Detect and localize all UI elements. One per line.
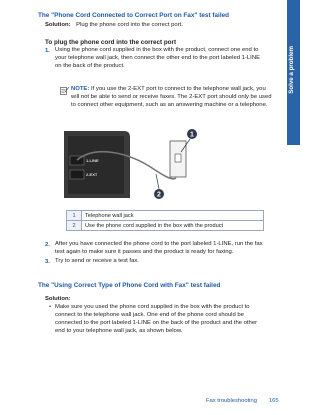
port1-label: 1-LINE xyxy=(86,158,99,163)
step3-text: Try to send or receive a test fax. xyxy=(55,258,139,264)
step1-line: Using the phone cord supplied in the box with the product, connect one end to xyxy=(55,47,259,53)
legend-row xyxy=(67,221,264,231)
step2-text xyxy=(55,241,263,257)
solution-text: Plug the phone cord into the correct port. xyxy=(76,22,183,28)
page-footer xyxy=(206,398,279,404)
note-line: will not be able to send or receive faxes. The 2-EXT port should only be used xyxy=(71,93,272,100)
note-text xyxy=(71,86,272,110)
procedure-heading: To plug the phone cord into the correct port xyxy=(45,39,177,46)
step2-line: After you have connected the phone cord to the port labeled 1-LINE, run the fax xyxy=(55,241,263,247)
solution-label: Solution: xyxy=(45,22,71,28)
step1-number: 1. xyxy=(45,48,50,54)
side-tab xyxy=(287,0,300,145)
bullet-line: end to your telephone wall jack, as shown below. xyxy=(55,327,183,334)
section1-heading: The "Phone Cord Connected to Correct Port on Fax" test failed xyxy=(38,12,230,19)
step1-text xyxy=(55,47,260,71)
callout-1-label: 1 xyxy=(190,131,194,139)
footer-title: Fax troubleshooting xyxy=(206,398,257,404)
connection-diagram xyxy=(64,126,204,201)
bullet-line: Make sure you used the phone cord supplied in the box with the product to xyxy=(55,304,250,310)
legend-number: 1 xyxy=(67,211,82,221)
figure-legend xyxy=(66,210,264,231)
note-icon xyxy=(60,86,69,95)
bullet-marker: • xyxy=(49,304,52,310)
legend-number: 2 xyxy=(67,221,82,231)
bullet-line: connect to the telephone wall jack. One end of the phone cord should be xyxy=(55,311,244,318)
page-number: 165 xyxy=(268,398,279,404)
note-label: NOTE: xyxy=(71,86,90,92)
section2-solution-label: Solution: xyxy=(45,296,71,302)
section2-heading: The "Using Correct Type of Phone Cord with Fax" test failed xyxy=(38,282,221,289)
note-line: to connect other equipment, such as an answering machine or a telephone. xyxy=(71,101,268,108)
port2-label: 2-EXT xyxy=(86,172,98,177)
note-line: If you use the 2-EXT port to connect to the telephone wall jack, you xyxy=(90,86,266,92)
legend-text: Telephone wall jack xyxy=(82,211,264,221)
legend-row xyxy=(67,211,264,221)
side-tab-label: Solve a problem xyxy=(288,46,295,94)
step2-line: test again to make sure it passes and the product is ready for faxing. xyxy=(55,248,234,255)
step2-number: 2. xyxy=(45,242,50,248)
section1-solution xyxy=(45,22,183,30)
ext-port xyxy=(70,170,84,179)
step3-number: 3. xyxy=(45,259,50,265)
legend-text: Use the phone cord supplied in the box with the product xyxy=(82,221,264,231)
step1-line: on the back of the product. xyxy=(55,62,125,69)
step1-line: your telephone wall jack, then connect the other end to the port labeled 1-LINE xyxy=(55,54,260,61)
bullet-text xyxy=(55,304,257,336)
bullet-line: connected to the port labeled 1-LINE on the back of the product and the other xyxy=(55,319,258,326)
callout-2-label: 2 xyxy=(157,191,161,199)
